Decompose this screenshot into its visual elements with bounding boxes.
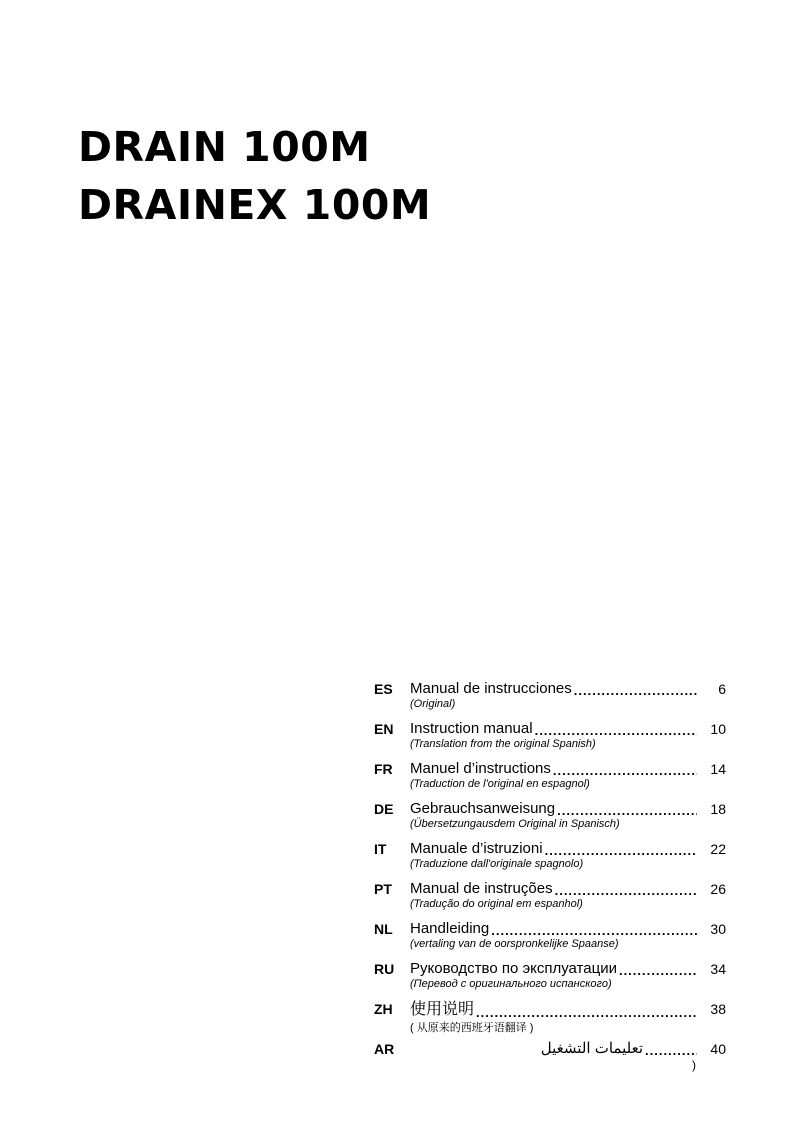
toc-title: Handleiding [410, 920, 490, 937]
toc-title-line [410, 1040, 697, 1058]
toc-subtitle: ) [692, 1058, 696, 1072]
toc-entry-pt[interactable] [374, 880, 726, 920]
toc-subtitle: (Traduction de l'original en espagnol) [410, 778, 590, 790]
toc-entry-es[interactable] [374, 680, 726, 720]
toc-title: Manuel d’instructions [410, 760, 551, 777]
title-line-drainex: DRAINEX 100M [78, 181, 432, 229]
dot-leader [557, 804, 697, 818]
dot-leader [491, 924, 697, 938]
dot-leader [645, 1044, 697, 1058]
toc-page-number: 14 [710, 761, 726, 777]
toc-page-number: 22 [710, 841, 726, 857]
toc-subtitle: (Translation from the original Spanish) [410, 738, 596, 750]
toc-page-number: 40 [710, 1041, 726, 1057]
toc-lang-code: ES [374, 681, 393, 697]
toc-title-line [410, 880, 697, 898]
toc-subtitle: (Übersetzungausdem Original in Spanisch) [410, 818, 620, 830]
document-title [78, 118, 431, 234]
toc-page-number: 34 [710, 961, 726, 977]
dot-leader [476, 1006, 697, 1020]
toc-entry-ru[interactable] [374, 960, 726, 1000]
toc-entry-zh[interactable] [374, 1000, 726, 1040]
toc-entry-en[interactable] [374, 720, 726, 760]
toc-subtitle: (vertaling van de oorspronkelijke Spaanse) [410, 938, 619, 950]
dot-leader [555, 884, 697, 898]
toc-title-line [410, 1000, 697, 1020]
toc-entry-ar[interactable] [374, 1040, 726, 1084]
toc-title-line [410, 800, 697, 818]
toc-entry-fr[interactable] [374, 760, 726, 800]
toc-title: Руководство по эксплуатации [410, 960, 617, 977]
toc-title: Manuale d’istruzioni [410, 840, 543, 857]
toc-lang-code: FR [374, 761, 393, 777]
table-of-contents [374, 680, 726, 1084]
toc-page-number: 10 [710, 721, 726, 737]
dot-leader [619, 964, 697, 978]
toc-lang-code: AR [374, 1041, 395, 1057]
toc-subtitle: (Перевод с оригинального испанского) [410, 978, 612, 990]
toc-lang-code: ZH [374, 1001, 393, 1017]
toc-page-number: 6 [718, 681, 726, 697]
title-line-drain: DRAIN 100M [78, 123, 371, 171]
toc-title-line [410, 920, 697, 938]
dot-leader [553, 764, 697, 778]
toc-title-line [410, 680, 697, 698]
toc-subtitle: ( 从原来的西班牙语翻译 ) [410, 1022, 534, 1034]
toc-lang-code: IT [374, 841, 387, 857]
toc-lang-code: EN [374, 721, 394, 737]
toc-subtitle: (Original) [410, 698, 456, 710]
toc-title-line [410, 720, 697, 738]
toc-entry-it[interactable] [374, 840, 726, 880]
toc-lang-code: DE [374, 801, 394, 817]
toc-entry-nl[interactable] [374, 920, 726, 960]
dot-leader [535, 724, 697, 738]
toc-title-line [410, 840, 697, 858]
toc-subtitle: (Traduzione dall'originale spagnolo) [410, 858, 584, 870]
toc-lang-code: PT [374, 881, 392, 897]
toc-title: Manual de instrucciones [410, 680, 572, 697]
toc-page-number: 30 [710, 921, 726, 937]
toc-page-number: 38 [710, 1001, 726, 1017]
toc-title: Manual de instruções [410, 880, 553, 897]
toc-page-number: 26 [710, 881, 726, 897]
toc-title: Instruction manual [410, 720, 533, 737]
toc-title: Gebrauchsanweisung [410, 800, 556, 817]
toc-subtitle: (Tradução do original em espanhol) [410, 898, 583, 910]
toc-lang-code: RU [374, 961, 395, 977]
dot-leader [574, 684, 697, 698]
toc-title: 使用说明 [410, 1001, 475, 1018]
toc-title: تعليمات التشغيل [540, 1040, 643, 1057]
toc-entry-de[interactable] [374, 800, 726, 840]
toc-title-line [410, 960, 697, 978]
toc-page-number: 18 [710, 801, 726, 817]
toc-lang-code: NL [374, 921, 393, 937]
toc-title-line [410, 760, 697, 778]
dot-leader [545, 844, 697, 858]
